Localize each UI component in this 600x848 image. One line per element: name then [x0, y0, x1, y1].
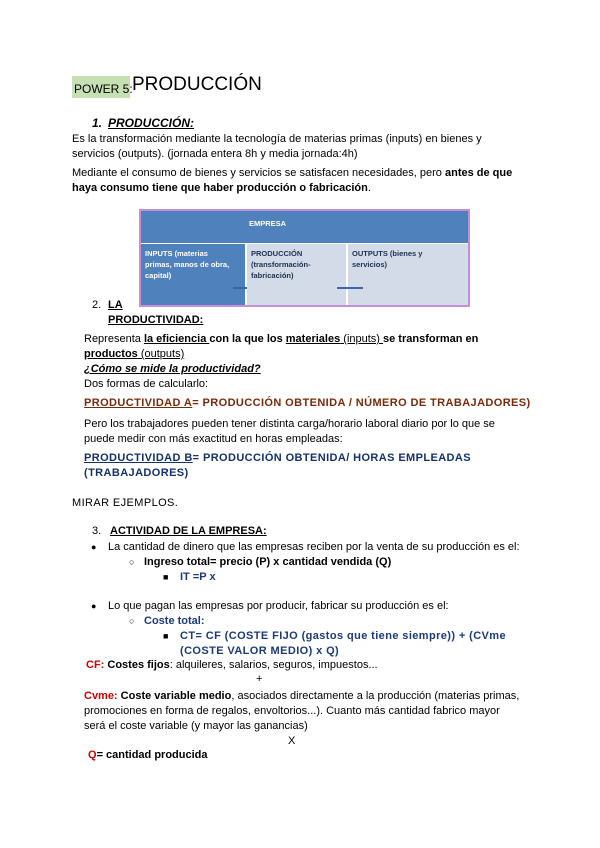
- produccion-line3: fabricación): [251, 271, 294, 280]
- section2-title-line2: PRODUCTIVIDAD:: [108, 314, 204, 326]
- bullet-dot-2: ●: [91, 601, 97, 611]
- s2-l2-b: (outputs): [137, 348, 185, 360]
- productividad-b-line2: (TRABAJADORES): [84, 467, 189, 479]
- para2-bold: antes de que: [445, 167, 513, 179]
- bullet-dot-1: ●: [91, 542, 97, 552]
- section2-para-line1: Pero los trabajadores pueden tener distinta carga/horario laboral diario por lo que se: [84, 418, 495, 430]
- s2-l1-e: (inputs): [340, 333, 384, 345]
- subsub1-text: IT =P x: [180, 571, 216, 583]
- inputs-line2: primas, manos de obra,: [145, 260, 230, 269]
- cvme-line3: será el coste variable (y mayor las ganancias): [84, 720, 308, 732]
- section2-para-line2: puede medir con más exactitud en horas empleadas:: [84, 433, 343, 445]
- prod-b-formula: = PRODUCCIÓN OBTENIDA/ HORAS EMPLEADAS: [192, 452, 471, 464]
- section1-para2-line2: [72, 182, 371, 194]
- sub2-text: Coste total:: [144, 615, 205, 627]
- cvme-line2: promociones en forma de regalos, envoltorios...). Cuanto más cantidad fabrico mayor: [84, 705, 500, 717]
- section3-number: 3.: [92, 525, 102, 537]
- productividad-b: [84, 452, 471, 464]
- sub-bullet-circle-2: ○: [129, 616, 135, 626]
- para2-text: Mediante el consumo de bienes y servicios se satisfacen necesidades, pero: [72, 167, 445, 179]
- section1-number: 1.: [92, 116, 103, 130]
- prod-a-formula: = PRODUCCIÓN OBTENIDA / NÚMERO DE TRABAJADORES): [192, 397, 531, 409]
- cf-bold: Costes fijos: [104, 659, 170, 671]
- section1-title: PRODUCCIÓN:: [108, 116, 194, 130]
- section2-line2: [84, 348, 184, 360]
- q-label: Q: [88, 749, 97, 761]
- cvme-bold: Coste variable medio: [117, 690, 232, 702]
- cvme-text-1: , asociados directamente a la producción (materias primas,: [231, 690, 520, 702]
- cf-label: CF:: [86, 659, 105, 671]
- para2-bold-line2: haya consumo tiene que haber producción o fabricación: [72, 182, 368, 194]
- q-text: = cantidad producida: [96, 749, 208, 761]
- bullet2-text: Lo que pagan las empresas por producir, fabricar su producción es el:: [108, 600, 449, 612]
- diagram-header: [141, 211, 468, 243]
- arrow-line-2: [337, 287, 363, 289]
- section1-para2-line1: [72, 167, 512, 179]
- produccion-line2: (transformación-: [251, 260, 311, 269]
- diagram-inputs-text: [145, 248, 229, 281]
- plus-sign: +: [256, 673, 263, 685]
- outputs-line1: OUTPUTS (bienes y: [352, 249, 423, 258]
- times-sign: X: [288, 735, 296, 747]
- s2-l1-b: la eficiencia: [143, 333, 210, 345]
- section1-para1-line1: Es la transformación mediante la tecnología de materias primas (inputs) en bienes y: [72, 133, 482, 145]
- outputs-line2: servicios): [352, 260, 388, 269]
- s2-l1-c: con la que los: [209, 333, 286, 345]
- mirar-ejemplos: MIRAR EJEMPLOS.: [72, 497, 179, 509]
- sub-sub-bullet-1: ■: [163, 572, 169, 582]
- productividad-a: [84, 397, 531, 409]
- s2-l2-a: productos: [84, 348, 138, 360]
- arrow-line-1: [233, 287, 247, 289]
- diagram-produccion-text: [251, 248, 311, 281]
- cf-text: : alquileres, salarios, seguros, impuestos...: [169, 659, 378, 671]
- s2-l1-f: se transforman en: [383, 333, 479, 345]
- sub-bullet-circle-1: ○: [129, 557, 135, 567]
- empresa-diagram: [139, 209, 470, 307]
- sub1-text: Ingreso total= precio (P) x cantidad vendida (Q): [144, 556, 392, 568]
- cvme-line1: [84, 690, 519, 702]
- section2-title-line1: LA: [108, 299, 123, 311]
- subsub2-line1: CT= CF (COSTE FIJO (gastos que tiene siempre)) + (CVme: [180, 630, 506, 642]
- header-tag-label: POWER 5:: [74, 82, 133, 96]
- diagram-outputs-text: [352, 248, 422, 270]
- subsub2-line2: (COSTE VALOR MEDIO) x Q): [180, 645, 340, 657]
- sub-sub-bullet-2: ■: [163, 631, 169, 641]
- section2-question: ¿Cómo se mide la productividad?: [84, 363, 261, 375]
- section3-title: ACTIVIDAD DE LA EMPRESA:: [110, 525, 267, 537]
- produccion-line1: PRODUCCIÓN: [251, 249, 303, 258]
- cf-line: [86, 659, 378, 671]
- cvme-label: Cvme:: [84, 690, 118, 702]
- diagram-header-label: EMPRESA: [249, 219, 287, 228]
- section1-para1-line2: servicios (outputs). (jornada entera 8h y media jornada:4h): [72, 148, 358, 160]
- bullet1-text: La cantidad de dinero que las empresas reciben por la venta de su producción es el:: [108, 541, 520, 553]
- prod-a-label: PRODUCTIVIDAD A: [84, 397, 193, 409]
- inputs-line1: INPUTS (materias: [145, 249, 208, 258]
- section2-intro: Dos formas de calcularlo:: [84, 378, 209, 390]
- s2-l1-a: Representa: [84, 333, 144, 345]
- page-title: PRODUCCIÓN: [132, 74, 262, 95]
- section2-number: 2.: [92, 299, 102, 311]
- prod-b-label: PRODUCTIVIDAD B: [84, 452, 193, 464]
- s2-l1-d: materiales: [285, 333, 341, 345]
- para2-end: .: [367, 182, 371, 194]
- section2-line1: [84, 333, 478, 345]
- q-line: [88, 749, 208, 761]
- inputs-line3: capital): [145, 271, 172, 280]
